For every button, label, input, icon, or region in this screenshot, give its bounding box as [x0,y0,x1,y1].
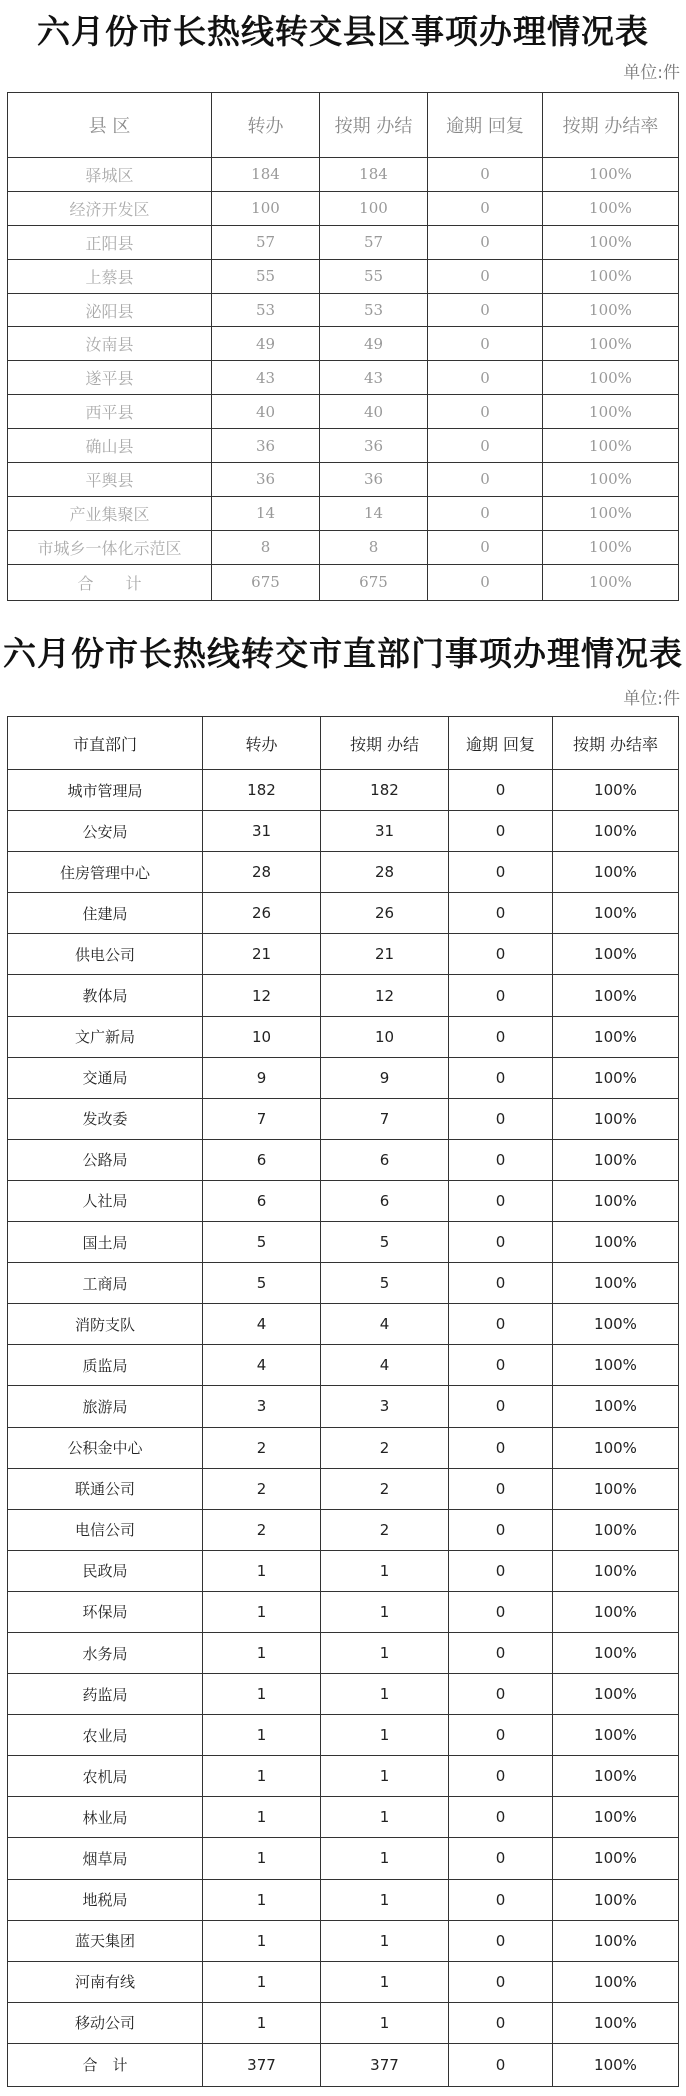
table-cell: 100% [553,1715,679,1756]
table-cell: 0 [449,2002,553,2043]
table-row [8,1920,679,1961]
table-cell: 2 [203,1427,321,1468]
table-cell: 5 [203,1222,321,1263]
table-cell: 1 [203,1715,321,1756]
table-cell: 2 [203,1468,321,1509]
table-cell: 36 [320,463,428,497]
table-cell: 100% [553,1509,679,1550]
table-row [8,975,679,1016]
table-cell: 0 [428,191,543,225]
table-cell: 12 [321,975,449,1016]
table-cell: 0 [449,1345,553,1386]
row-name-cell: 发改委 [8,1098,203,1139]
row-name-cell: 教体局 [8,975,203,1016]
row-name-cell: 驿城区 [8,158,212,192]
table-cell: 0 [449,1674,553,1715]
table-cell: 2 [321,1509,449,1550]
table-cell: 0 [449,1550,553,1591]
table-row [8,496,679,530]
table-cell: 0 [428,327,543,361]
table-cell: 0 [449,1591,553,1632]
table-cell: 6 [203,1139,321,1180]
table-cell: 0 [428,395,543,429]
table-cell: 100% [543,158,679,192]
table-cell: 14 [212,496,320,530]
row-name-cell: 地税局 [8,1879,203,1920]
table-cell: 0 [449,1386,553,1427]
table-cell: 5 [321,1263,449,1304]
table-cell: 0 [428,463,543,497]
row-name-cell: 确山县 [8,429,212,463]
table-cell: 40 [320,395,428,429]
table-cell: 31 [203,811,321,852]
table-row [8,1591,679,1632]
table-cell: 100% [553,2002,679,2043]
table-cell: 1 [321,1715,449,1756]
table-cell: 0 [449,852,553,893]
table-cell: 1 [321,1797,449,1838]
table-cell: 100 [320,191,428,225]
table-cell: 2 [321,1468,449,1509]
county-table [7,92,679,601]
row-name-cell: 人社局 [8,1180,203,1221]
row-name-cell: 环保局 [8,1591,203,1632]
table-row [8,1304,679,1345]
row-name-cell: 城市管理局 [8,770,203,811]
table-cell: 21 [203,934,321,975]
table-cell: 100% [553,1920,679,1961]
total-label-cell: 合 计 [8,2043,203,2086]
table-cell: 100% [553,1057,679,1098]
table-cell: 43 [212,361,320,395]
table-cell: 0 [449,1222,553,1263]
row-name-cell: 蓝天集团 [8,1920,203,1961]
table-cell: 0 [449,811,553,852]
table-cell: 1 [321,1879,449,1920]
table-row [8,1057,679,1098]
row-name-cell: 市城乡一体化示范区 [8,530,212,564]
table-cell: 26 [203,893,321,934]
row-name-cell: 林业局 [8,1797,203,1838]
table-cell: 100% [553,1879,679,1920]
table-row [8,1427,679,1468]
table-cell: 100% [543,530,679,564]
table-cell: 1 [203,1550,321,1591]
table-cell: 100% [543,463,679,497]
column-header: 转办 [203,717,321,770]
row-name-cell: 住建局 [8,893,203,934]
row-name-cell: 水务局 [8,1632,203,1673]
table-cell: 100% [553,1674,679,1715]
county-table-unit: 单位:件 [623,63,680,83]
table-cell: 1 [321,1838,449,1879]
table-cell: 1 [321,1674,449,1715]
table-cell: 0 [449,1961,553,2002]
row-name-cell: 公积金中心 [8,1427,203,1468]
table-cell: 10 [203,1016,321,1057]
table-cell: 0 [428,158,543,192]
table-cell: 100% [553,770,679,811]
table-cell: 26 [321,893,449,934]
table-row [8,361,679,395]
table-cell: 0 [449,1879,553,1920]
table-cell: 100% [543,225,679,259]
table-cell: 0 [428,361,543,395]
table-cell: 8 [212,530,320,564]
table-cell: 100% [553,1756,679,1797]
table-cell: 100% [553,975,679,1016]
table-cell: 100% [543,191,679,225]
table-header-row [8,717,679,770]
column-header: 县 区 [8,93,212,158]
table-row [8,1838,679,1879]
column-header: 按期 办结 [321,717,449,770]
table-row [8,395,679,429]
row-name-cell: 平舆县 [8,463,212,497]
table-cell: 100% [553,1222,679,1263]
table-row [8,1222,679,1263]
row-name-cell: 经济开发区 [8,191,212,225]
row-name-cell: 消防支队 [8,1304,203,1345]
row-name-cell: 遂平县 [8,361,212,395]
table-cell: 1 [203,1756,321,1797]
table-cell: 100% [553,1591,679,1632]
table-row [8,1715,679,1756]
table-cell: 100% [553,1468,679,1509]
table-cell: 0 [449,1715,553,1756]
table-row [8,429,679,463]
table-cell: 100% [543,429,679,463]
table-cell: 0 [449,1920,553,1961]
table-row [8,191,679,225]
table-cell: 53 [320,293,428,327]
table-cell: 184 [320,158,428,192]
table-cell: 49 [320,327,428,361]
table-cell: 100% [553,1263,679,1304]
dept-table-title: 六月份市长热线转交市直部门事项办理情况表 [3,634,683,673]
table-row [8,463,679,497]
table-cell: 0 [428,225,543,259]
table-cell: 4 [203,1345,321,1386]
table-cell: 0 [449,1304,553,1345]
table-cell: 3 [321,1386,449,1427]
table-row [8,1386,679,1427]
table-cell: 0 [449,934,553,975]
table-cell: 1 [203,1674,321,1715]
table-cell: 182 [203,770,321,811]
table-row [8,934,679,975]
table-cell: 1 [321,1961,449,2002]
table-cell: 10 [321,1016,449,1057]
table-cell: 1 [203,2002,321,2043]
table-row [8,1098,679,1139]
table-cell: 0 [449,1632,553,1673]
table-cell: 0 [449,1180,553,1221]
table-cell: 36 [212,463,320,497]
row-name-cell: 农机局 [8,1756,203,1797]
table-row [8,770,679,811]
table-row [8,1180,679,1221]
table-cell: 31 [321,811,449,852]
table-cell: 14 [320,496,428,530]
table-cell: 5 [203,1263,321,1304]
table-row [8,259,679,293]
table-row [8,530,679,564]
table-row [8,1961,679,2002]
total-cell: 377 [203,2043,321,2086]
table-row [8,1016,679,1057]
table-cell: 100 [212,191,320,225]
total-label-cell: 合 计 [8,564,212,600]
table-cell: 6 [321,1139,449,1180]
table-cell: 100% [553,1386,679,1427]
table-row [8,225,679,259]
table-row [8,1263,679,1304]
table-cell: 100% [543,496,679,530]
table-row [8,1509,679,1550]
table-cell: 100% [543,361,679,395]
row-name-cell: 上蔡县 [8,259,212,293]
table-cell: 1 [321,1920,449,1961]
table-cell: 28 [321,852,449,893]
table-row [8,852,679,893]
table-cell: 100% [553,1632,679,1673]
row-name-cell: 质监局 [8,1345,203,1386]
table-cell: 1 [321,1591,449,1632]
row-name-cell: 农业局 [8,1715,203,1756]
table-cell: 21 [321,934,449,975]
table-row [8,1797,679,1838]
row-name-cell: 泌阳县 [8,293,212,327]
table-cell: 0 [428,429,543,463]
table-row [8,1756,679,1797]
table-cell: 2 [203,1509,321,1550]
total-cell: 100% [553,2043,679,2086]
table-cell: 49 [212,327,320,361]
table-cell: 1 [321,1756,449,1797]
table-cell: 55 [212,259,320,293]
total-row [8,564,679,600]
table-cell: 0 [449,1016,553,1057]
table-cell: 57 [212,225,320,259]
table-cell: 100% [543,395,679,429]
table-cell: 182 [321,770,449,811]
table-cell: 100% [553,1016,679,1057]
table-cell: 8 [320,530,428,564]
row-name-cell: 西平县 [8,395,212,429]
dept-table-unit: 单位:件 [623,689,680,709]
table-cell: 57 [320,225,428,259]
table-cell: 1 [203,1879,321,1920]
table-cell: 0 [449,1509,553,1550]
table-row [8,158,679,192]
table-row [8,1139,679,1180]
table-cell: 100% [543,293,679,327]
row-name-cell: 旅游局 [8,1386,203,1427]
table-cell: 1 [203,1632,321,1673]
table-cell: 100% [543,259,679,293]
total-cell: 377 [321,2043,449,2086]
table-cell: 0 [449,1797,553,1838]
table-cell: 0 [428,530,543,564]
table-cell: 0 [449,1139,553,1180]
table-cell: 100% [553,1550,679,1591]
column-header: 按期 办结率 [543,93,679,158]
table-cell: 3 [203,1386,321,1427]
table-cell: 100% [553,1098,679,1139]
table-cell: 100% [553,893,679,934]
table-cell: 1 [321,2002,449,2043]
row-name-cell: 药监局 [8,1674,203,1715]
table-cell: 40 [212,395,320,429]
row-name-cell: 汝南县 [8,327,212,361]
table-cell: 0 [449,1756,553,1797]
row-name-cell: 国土局 [8,1222,203,1263]
table-cell: 1 [203,1961,321,2002]
table-cell: 5 [321,1222,449,1263]
table-row [8,1879,679,1920]
table-cell: 100% [553,1427,679,1468]
table-cell: 2 [321,1427,449,1468]
total-cell: 100% [543,564,679,600]
table-cell: 0 [449,1427,553,1468]
table-cell: 100% [553,934,679,975]
row-name-cell: 公路局 [8,1139,203,1180]
table-row [8,1632,679,1673]
table-cell: 53 [212,293,320,327]
table-cell: 100% [553,1139,679,1180]
table-cell: 0 [428,259,543,293]
table-cell: 4 [321,1304,449,1345]
column-header: 转办 [212,93,320,158]
table-cell: 36 [212,429,320,463]
column-header: 逾期 回复 [449,717,553,770]
table-cell: 0 [449,1468,553,1509]
table-row [8,811,679,852]
table-cell: 0 [428,293,543,327]
row-name-cell: 文广新局 [8,1016,203,1057]
table-row [8,1674,679,1715]
table-cell: 0 [449,770,553,811]
table-cell: 55 [320,259,428,293]
column-header: 逾期 回复 [428,93,543,158]
row-name-cell: 住房管理中心 [8,852,203,893]
row-name-cell: 工商局 [8,1263,203,1304]
column-header: 市直部门 [8,717,203,770]
table-header-row [8,93,679,158]
table-cell: 9 [203,1057,321,1098]
table-cell: 1 [203,1838,321,1879]
total-cell: 0 [449,2043,553,2086]
dept-table [7,716,679,2087]
table-cell: 4 [203,1304,321,1345]
table-cell: 184 [212,158,320,192]
table-cell: 0 [449,1098,553,1139]
row-name-cell: 移动公司 [8,2002,203,2043]
table-row [8,1550,679,1591]
table-cell: 100% [553,852,679,893]
table-cell: 36 [320,429,428,463]
total-row [8,2043,679,2086]
table-cell: 100% [553,1797,679,1838]
row-name-cell: 联通公司 [8,1468,203,1509]
table-cell: 100% [553,1180,679,1221]
table-cell: 43 [320,361,428,395]
table-row [8,327,679,361]
table-row [8,1468,679,1509]
table-cell: 0 [449,1263,553,1304]
table-cell: 7 [203,1098,321,1139]
table-cell: 1 [203,1920,321,1961]
table-cell: 100% [553,811,679,852]
table-cell: 100% [553,1345,679,1386]
table-cell: 1 [321,1632,449,1673]
table-cell: 7 [321,1098,449,1139]
table-cell: 12 [203,975,321,1016]
table-row [8,893,679,934]
table-cell: 1 [321,1550,449,1591]
table-cell: 100% [553,1961,679,2002]
table-cell: 6 [203,1180,321,1221]
table-cell: 100% [543,327,679,361]
table-cell: 100% [553,1838,679,1879]
county-table-title: 六月份市长热线转交县区事项办理情况表 [37,12,649,51]
table-cell: 0 [449,1838,553,1879]
table-cell: 100% [553,1304,679,1345]
table-row [8,2002,679,2043]
column-header: 按期 办结率 [553,717,679,770]
table-cell: 28 [203,852,321,893]
table-cell: 4 [321,1345,449,1386]
table-cell: 0 [428,496,543,530]
row-name-cell: 产业集聚区 [8,496,212,530]
column-header: 按期 办结 [320,93,428,158]
table-cell: 0 [449,1057,553,1098]
table-cell: 0 [449,893,553,934]
row-name-cell: 民政局 [8,1550,203,1591]
table-cell: 1 [203,1797,321,1838]
table-cell: 0 [449,975,553,1016]
total-cell: 0 [428,564,543,600]
total-cell: 675 [212,564,320,600]
row-name-cell: 正阳县 [8,225,212,259]
table-cell: 1 [203,1591,321,1632]
total-cell: 675 [320,564,428,600]
table-cell: 9 [321,1057,449,1098]
table-row [8,1345,679,1386]
row-name-cell: 电信公司 [8,1509,203,1550]
table-cell: 6 [321,1180,449,1221]
table-row [8,293,679,327]
row-name-cell: 交通局 [8,1057,203,1098]
row-name-cell: 公安局 [8,811,203,852]
row-name-cell: 烟草局 [8,1838,203,1879]
row-name-cell: 河南有线 [8,1961,203,2002]
row-name-cell: 供电公司 [8,934,203,975]
